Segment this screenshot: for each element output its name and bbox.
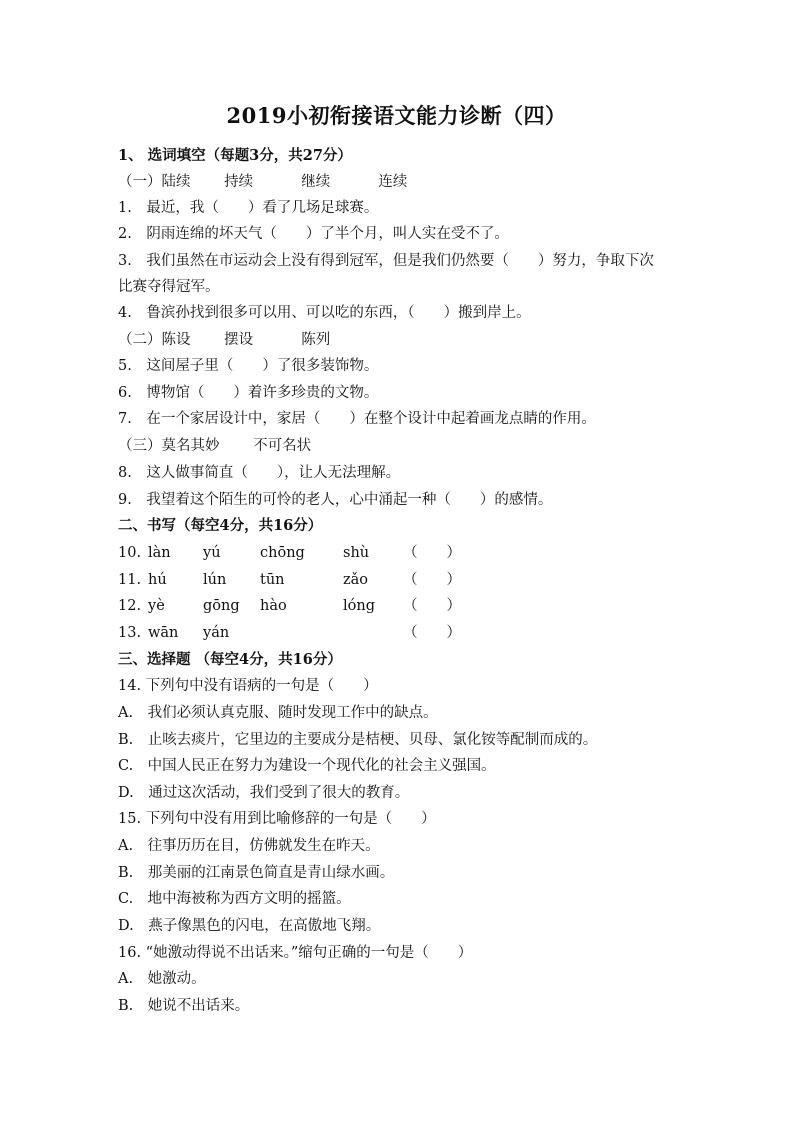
- pinyin-syllable: hào: [260, 598, 287, 614]
- option-15c: C. 地中海被称为西方文明的摇篮。: [118, 891, 351, 907]
- pinyin-num: 11.: [118, 572, 142, 588]
- option-15d: D. 燕子像黑色的闪电，在高傲地飞翔。: [118, 918, 381, 934]
- section1-heading: 1、 选词填空（每题3分，共27分）: [118, 147, 352, 164]
- option-15b: B. 那美丽的江南景色简直是青山绿水画。: [118, 865, 395, 881]
- pinyin-syllable: wān: [148, 625, 179, 641]
- pinyin-syllable: làn: [148, 545, 171, 561]
- answer-blank[interactable]: （ ）: [403, 625, 461, 641]
- option-14d: D. 通过这次活动，我们受到了很大的教育。: [118, 785, 410, 801]
- section2-heading: 二、书写（每空4分，共16分）: [118, 517, 323, 534]
- option-14c: C. 中国人民正在努力为建设一个现代化的社会主义强国。: [118, 758, 496, 774]
- answer-blank[interactable]: （ ）: [403, 545, 461, 561]
- question-15: 15. 下列句中没有用到比喻修辞的一句是（ ）: [118, 811, 436, 827]
- answer-blank[interactable]: （ ）: [403, 598, 461, 614]
- question-3-line1: 3. 我们虽然在市运动会上没有得到冠军，但是我们仍然要（ ）努力，争取下次: [118, 253, 654, 269]
- question-14: 14. 下列句中没有语病的一句是（ ）: [118, 678, 378, 694]
- question-4: 4. 鲁滨孙找到很多可以用、可以吃的东西，（ ）搬到岸上。: [118, 305, 531, 321]
- question-1: 1. 最近，我（ ）看了几场足球赛。: [118, 200, 379, 216]
- question-16: 16. “她激动得说不出话来。”缩句正确的一句是（ ）: [118, 945, 473, 961]
- option-14b: B. 止咳去痰片，它里边的主要成分是桔梗、贝母、氯化铵等配制而成的。: [118, 732, 598, 748]
- option-15a: A. 往事历历在目，仿佛就发生在昨天。: [118, 838, 380, 854]
- question-9: 9. 我望着这个陌生的可怜的老人，心中涌起一种（ ）的感情。: [118, 492, 553, 508]
- pinyin-num: 12.: [118, 598, 142, 614]
- pinyin-syllable: hú: [148, 572, 167, 588]
- pinyin-syllable: chōng: [260, 545, 305, 561]
- section3-heading: 三、选择题 （每空4分，共16分）: [118, 651, 342, 668]
- answer-blank[interactable]: （ ）: [403, 572, 461, 588]
- pinyin-num: 13.: [118, 625, 142, 641]
- word-group-3: （三）莫名其妙 不可名状: [118, 438, 312, 454]
- page-title: 2019小初衔接语文能力诊断（四）: [226, 103, 567, 128]
- question-7: 7. 在一个家居设计中，家居（ ）在整个设计中起着画龙点睛的作用。: [118, 411, 596, 427]
- option-16b: B. 她说不出话来。: [118, 998, 250, 1014]
- pinyin-syllable: lóng: [343, 598, 375, 614]
- pinyin-syllable: yè: [148, 598, 165, 614]
- pinyin-syllable: shù: [343, 545, 370, 561]
- question-2: 2. 阴雨连绵的坏天气（ ）了半个月，叫人实在受不了。: [118, 226, 509, 242]
- option-16a: A. 她激动。: [118, 971, 206, 987]
- question-8: 8. 这人做事简直（ ），让人无法理解。: [118, 465, 401, 481]
- option-14a: A. 我们必须认真克服、随时发现工作中的缺点。: [118, 705, 438, 721]
- question-5: 5. 这间屋子里（ ）了很多装饰物。: [118, 358, 379, 374]
- pinyin-syllable: lún: [203, 572, 227, 588]
- pinyin-syllable: gōng: [203, 598, 240, 614]
- pinyin-syllable: yú: [203, 545, 221, 561]
- word-group-1: （一）陆续 持续 继续 连续: [118, 174, 408, 190]
- word-group-2: （二）陈设 摆设 陈列: [118, 332, 331, 348]
- question-6: 6. 博物馆（ ）着许多珍贵的文物。: [118, 385, 379, 401]
- pinyin-syllable: zǎo: [343, 572, 369, 588]
- pinyin-syllable: tūn: [260, 572, 285, 588]
- question-3-line2: 比赛夺得冠军。: [118, 279, 220, 295]
- pinyin-syllable: yán: [203, 625, 230, 641]
- pinyin-num: 10.: [118, 545, 142, 561]
